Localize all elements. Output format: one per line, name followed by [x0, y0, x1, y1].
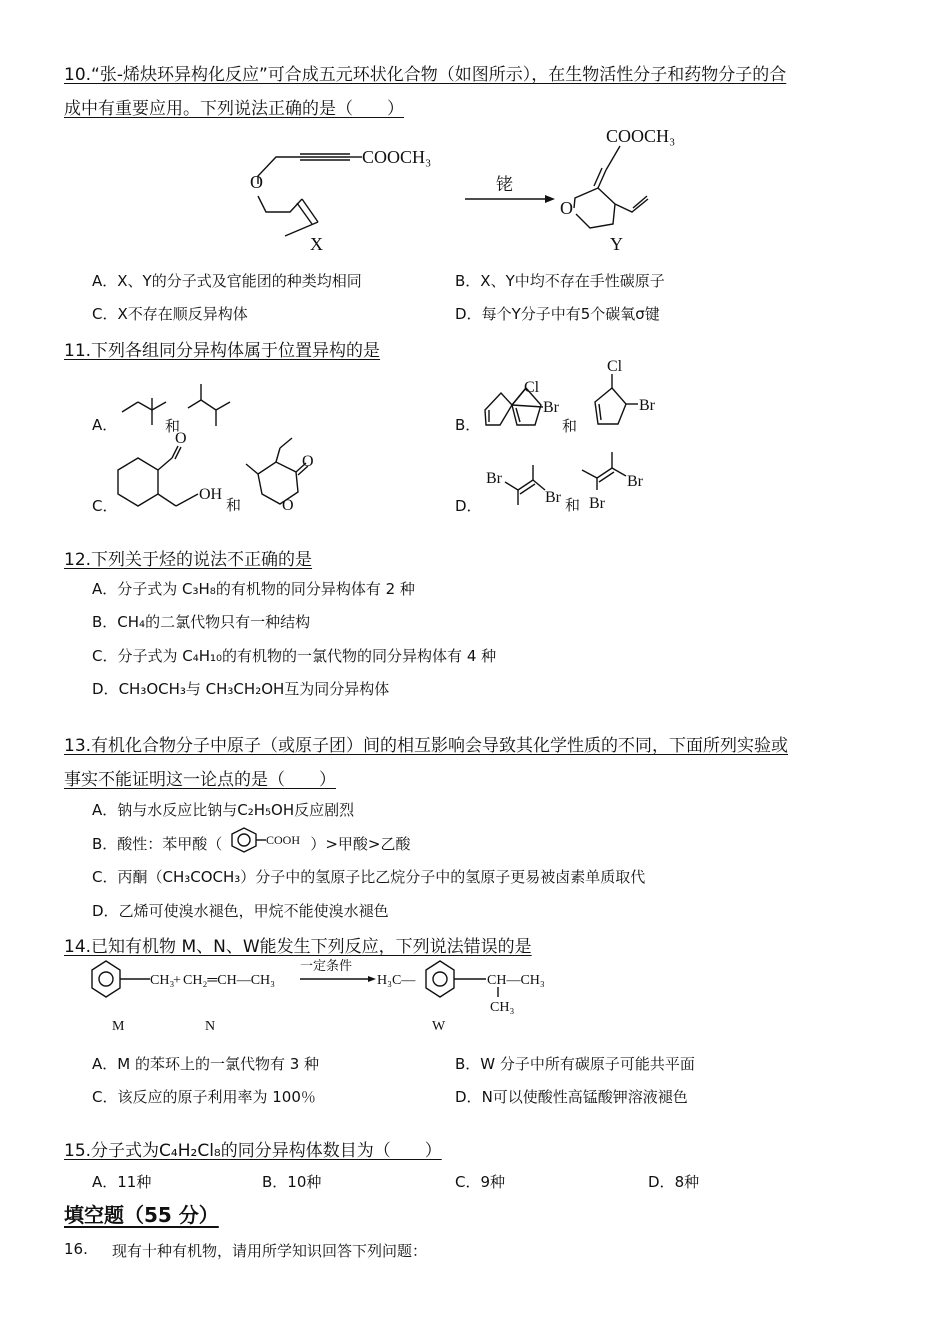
x-label: X	[310, 234, 323, 254]
q15-option-b	[262, 1171, 321, 1192]
q16-stem: 现有十种有机物，请用所学知识回答下列问题：	[112, 1242, 428, 1260]
q13-option-d-text: 乙烯可使溴水褪色，甲烷不能使溴水褪色	[118, 902, 389, 920]
q13-option-d-letter: D．	[92, 902, 119, 920]
q14-option-a-text: M 的苯环上的一氯代物有 3 种	[117, 1055, 320, 1073]
q12-option-b-letter: B．	[92, 613, 118, 631]
q11-c-o2: O	[302, 453, 314, 470]
m-ch3-text: CH₃	[150, 973, 175, 988]
q13-option-b-letter: B．	[92, 835, 118, 853]
q12-option-d-letter: D．	[92, 680, 119, 698]
q11-option-c-letter: C．	[92, 497, 118, 515]
q10-option-d-letter: D．	[455, 305, 482, 323]
q11-d-br3: Br	[627, 473, 643, 490]
q10-option-a-text: X、Y的分子式及官能团的种类均相同	[117, 272, 362, 290]
q13-stem-line1: 13.有机化合物分子中原子（或原子团）间的相互影响会导致其化学性质的不同，下面所列实验或	[64, 736, 789, 756]
q15-option-d-text: 8种	[674, 1173, 700, 1191]
q12-option-c-letter: C．	[92, 647, 118, 665]
q12-option-a-letter: A．	[92, 580, 118, 598]
q12-option-d-text: CH₃OCH₃与 CH₃CH₂OH互为同分异构体	[118, 680, 390, 698]
q10-option-d-text: 每个Y分子中有5个碳氧σ键	[481, 305, 660, 323]
q11-option-b-letter: B．	[455, 416, 481, 434]
plus-sign: +	[173, 973, 181, 988]
y-label: Y	[610, 234, 623, 254]
q11-d-br2: Br	[545, 489, 561, 506]
w-h3c-text: H₃C—	[377, 973, 416, 988]
q11-c-oh: OH	[199, 486, 223, 503]
q11-b-br2: Br	[639, 397, 655, 414]
x-cooch3-text: COOCH₃	[362, 147, 432, 167]
q15-option-d	[648, 1171, 699, 1192]
label-m: M	[112, 1019, 125, 1034]
q13-stem-line2: 事实不能证明这一论点的是（ ）	[64, 770, 336, 790]
label-w: W	[432, 1019, 446, 1034]
q14-option-d	[455, 1086, 688, 1107]
q14-stem: 14.已知有机物 M、N、W能发生下列反应，下列说法错误的是	[64, 937, 532, 957]
q12-option-b-text: CH₄的二氯代物只有一种结构	[117, 613, 311, 631]
n-formula-text: CH₂═CH—CH₃	[183, 973, 276, 988]
q10-option-b-text: X、Y中均不存在手性碳原子	[480, 272, 665, 290]
q15-option-b-text: 10种	[287, 1173, 322, 1191]
q15-option-a	[92, 1171, 151, 1192]
q15-stem: 15.分子式为C₄H₂Cl₈的同分异构体数目为（ ）	[64, 1141, 442, 1161]
q12-option-c-text: 分子式为 C₄H₁₀的有机物的一氯代物的同分异构体有 4 种	[117, 647, 497, 665]
q11-option-b-and: 和	[562, 417, 578, 435]
q13-option-b-pre: 酸性：苯甲酸（	[117, 835, 223, 853]
q16-number: 16.	[64, 1240, 88, 1258]
y-oxygen-text: O	[560, 198, 573, 218]
q15-option-c	[455, 1171, 505, 1192]
q15-option-d-letter: D．	[648, 1173, 675, 1191]
q11-stem: 11.下列各组同分异构体属于位置异构的是	[64, 341, 381, 361]
q14-option-b	[455, 1053, 695, 1074]
q14-option-d-text: N可以使酸性高锰酸钾溶液褪色	[481, 1088, 688, 1106]
x-oxygen-text: O	[250, 172, 263, 192]
q10-option-b-letter: B．	[455, 272, 481, 290]
q15-option-a-text: 11种	[117, 1173, 152, 1191]
molecule-w	[377, 961, 545, 1015]
q13-option-a-letter: A．	[92, 801, 118, 819]
q11-b-cl: Cl	[524, 379, 540, 396]
q11-d-br4: Br	[589, 495, 605, 512]
q15-option-b-letter: B．	[262, 1173, 288, 1191]
q14-option-c-letter: C．	[92, 1088, 118, 1106]
q11-option-a-letter: A．	[92, 416, 118, 434]
q15-option-a-letter: A．	[92, 1173, 118, 1191]
q11-option-d-and: 和	[565, 496, 581, 514]
q11-b-cl2: Cl	[607, 358, 623, 375]
q10-option-c-letter: C．	[92, 305, 118, 323]
q14-option-b-letter: B．	[455, 1055, 481, 1073]
q13-option-c-text: 丙酮（CH₃COCH₃）分子中的氢原子比乙烷分子中的氢原子更易被卤素单质取代	[117, 868, 646, 886]
q12-stem: 12.下列关于烃的说法不正确的是	[64, 550, 313, 570]
w-ch-ch3-text: CH—CH₃	[487, 973, 545, 988]
q14-option-a	[92, 1053, 319, 1074]
q14-option-c-text: 该反应的原子利用率为 100％	[117, 1088, 316, 1106]
q11-c-o1: O	[175, 430, 187, 447]
q15-option-c-text: 9种	[480, 1173, 506, 1191]
q14-option-a-letter: A．	[92, 1055, 118, 1073]
q11-option-a-and: 和	[165, 417, 181, 435]
q14-option-b-text: W 分子中所有碳原子可能共平面	[480, 1055, 695, 1073]
q14-option-c	[92, 1086, 316, 1107]
q11-option-d-letter: D．	[455, 497, 482, 515]
q11-option-c-and: 和	[226, 496, 242, 514]
q10-option-c-text: X不存在顺反异构体	[117, 305, 248, 323]
y-cooch3-text: COOCH₃	[606, 126, 676, 146]
q10-option-a-letter: A．	[92, 272, 118, 290]
q14-option-d-letter: D．	[455, 1088, 482, 1106]
q15-option-c-letter: C．	[455, 1173, 481, 1191]
molecule-m	[92, 961, 275, 997]
q10-stem-line1: 10.“张-烯炔环异构化反应”可合成五元环状化合物（如图所示），在生物活性分子和药物分子的合	[64, 65, 787, 85]
q13-option-c-letter: C．	[92, 868, 118, 886]
q12-option-a-text: 分子式为 C₃H₈的有机物的同分异构体有 2 种	[117, 580, 415, 598]
w-ch3-text: CH₃	[490, 1000, 515, 1015]
q13-option-a-text: 钠与水反应比钠与C₂H₅OH反应剧烈	[117, 801, 355, 819]
section-title: 填空题（55 分）	[64, 1203, 219, 1227]
catalyst-label: 铑	[496, 175, 513, 195]
q11-b-br: Br	[543, 399, 559, 416]
q11-d-br1: Br	[486, 470, 502, 487]
q10-stem-line2: 成中有重要应用。下列说法正确的是（ ）	[64, 99, 404, 119]
reaction-condition: 一定条件	[300, 959, 353, 974]
label-n: N	[205, 1019, 216, 1034]
q11-c-o3: O	[282, 497, 294, 514]
q13-option-b-post: ）>甲酸>乙酸	[310, 835, 411, 853]
benzoic-cooh-text: COOH	[266, 832, 301, 847]
